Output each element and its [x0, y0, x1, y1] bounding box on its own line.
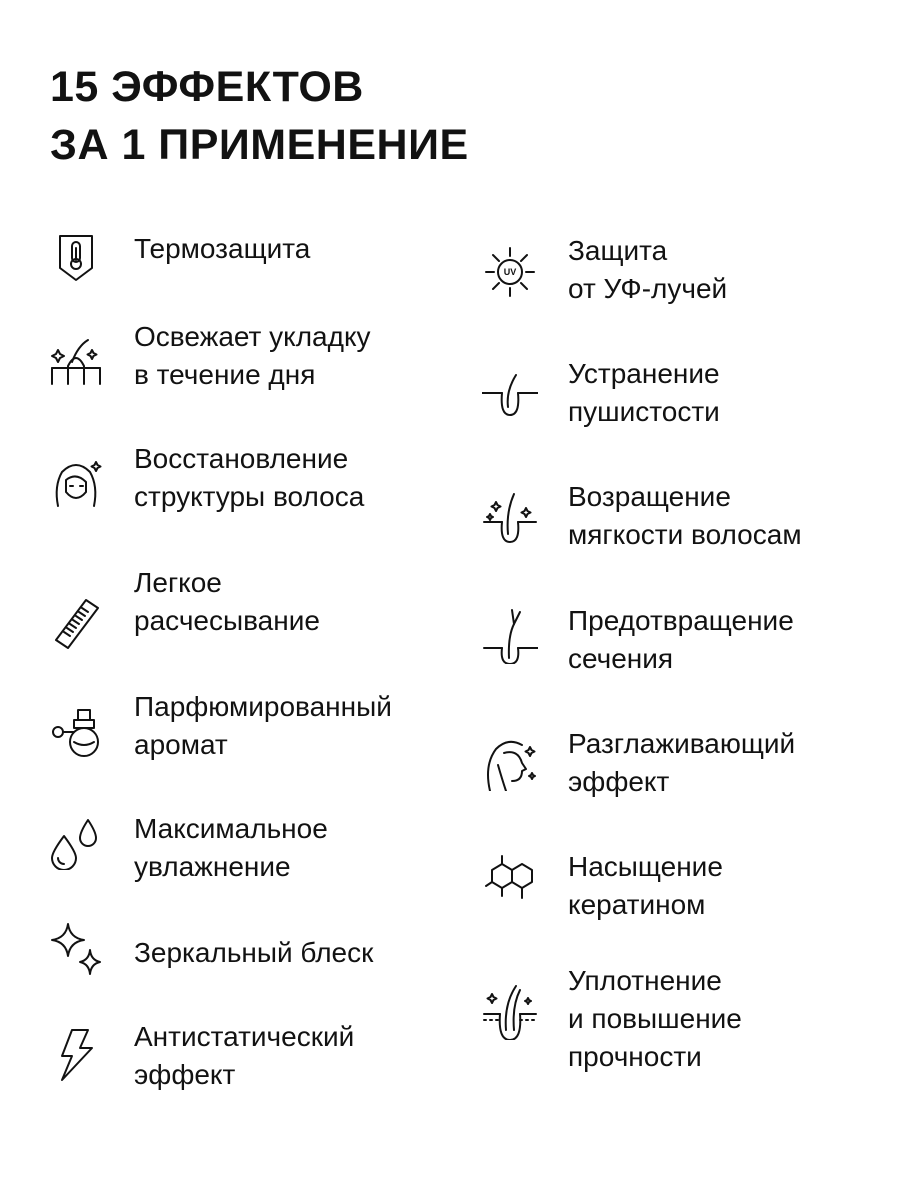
effect-label: Насыщение кератином — [568, 851, 723, 920]
split-end-hair-icon — [482, 608, 538, 664]
uv-label: UV — [503, 267, 517, 277]
effect-label: Легкое расчесывание — [134, 567, 320, 636]
strong-hair-icon — [482, 984, 538, 1040]
comb-icon — [48, 594, 104, 650]
effect-label: Максимальное увлажнение — [134, 813, 328, 882]
title-line-2: ЗА 1 ПРИМЕНЕНИЕ — [50, 121, 469, 169]
lightning-icon — [48, 1026, 104, 1082]
sparkles-icon — [48, 920, 104, 976]
effect-label: Возращение мягкости волосам — [568, 481, 802, 550]
woman-profile-icon — [482, 735, 538, 791]
water-drops-icon — [48, 814, 104, 870]
thermometer-shield-icon — [48, 230, 104, 286]
effect-label: Парфюмированный аромат — [134, 691, 392, 760]
effect-label: Разглаживающий эффект — [568, 728, 796, 797]
hair-root-icon — [482, 367, 538, 423]
effect-label: Термозащита — [134, 233, 311, 264]
woman-face-icon — [48, 456, 104, 512]
effect-label: Восстановление структуры волоса — [134, 443, 365, 512]
keratin-molecule-icon — [482, 852, 538, 908]
page-title — [50, 58, 469, 174]
effect-label: Защита от УФ-лучей — [568, 235, 728, 304]
hair-follicle-sparkle-icon — [48, 332, 104, 388]
effect-label: Предотвращение сечения — [568, 605, 794, 674]
effect-label: Антистатический эффект — [134, 1021, 355, 1090]
effect-label: Уплотнение и повышение прочности — [568, 965, 742, 1072]
title-line-1: 15 ЭФФЕКТОВ — [50, 63, 364, 111]
uv-sun-icon — [482, 244, 538, 300]
effect-label: Зеркальный блеск — [134, 937, 374, 968]
effect-label: Устранение пушистости — [568, 358, 720, 427]
effect-label: Освежает укладку в течение дня — [134, 321, 371, 390]
perfume-bottle-icon — [48, 702, 104, 758]
hair-soft-sparkle-icon — [482, 488, 538, 544]
